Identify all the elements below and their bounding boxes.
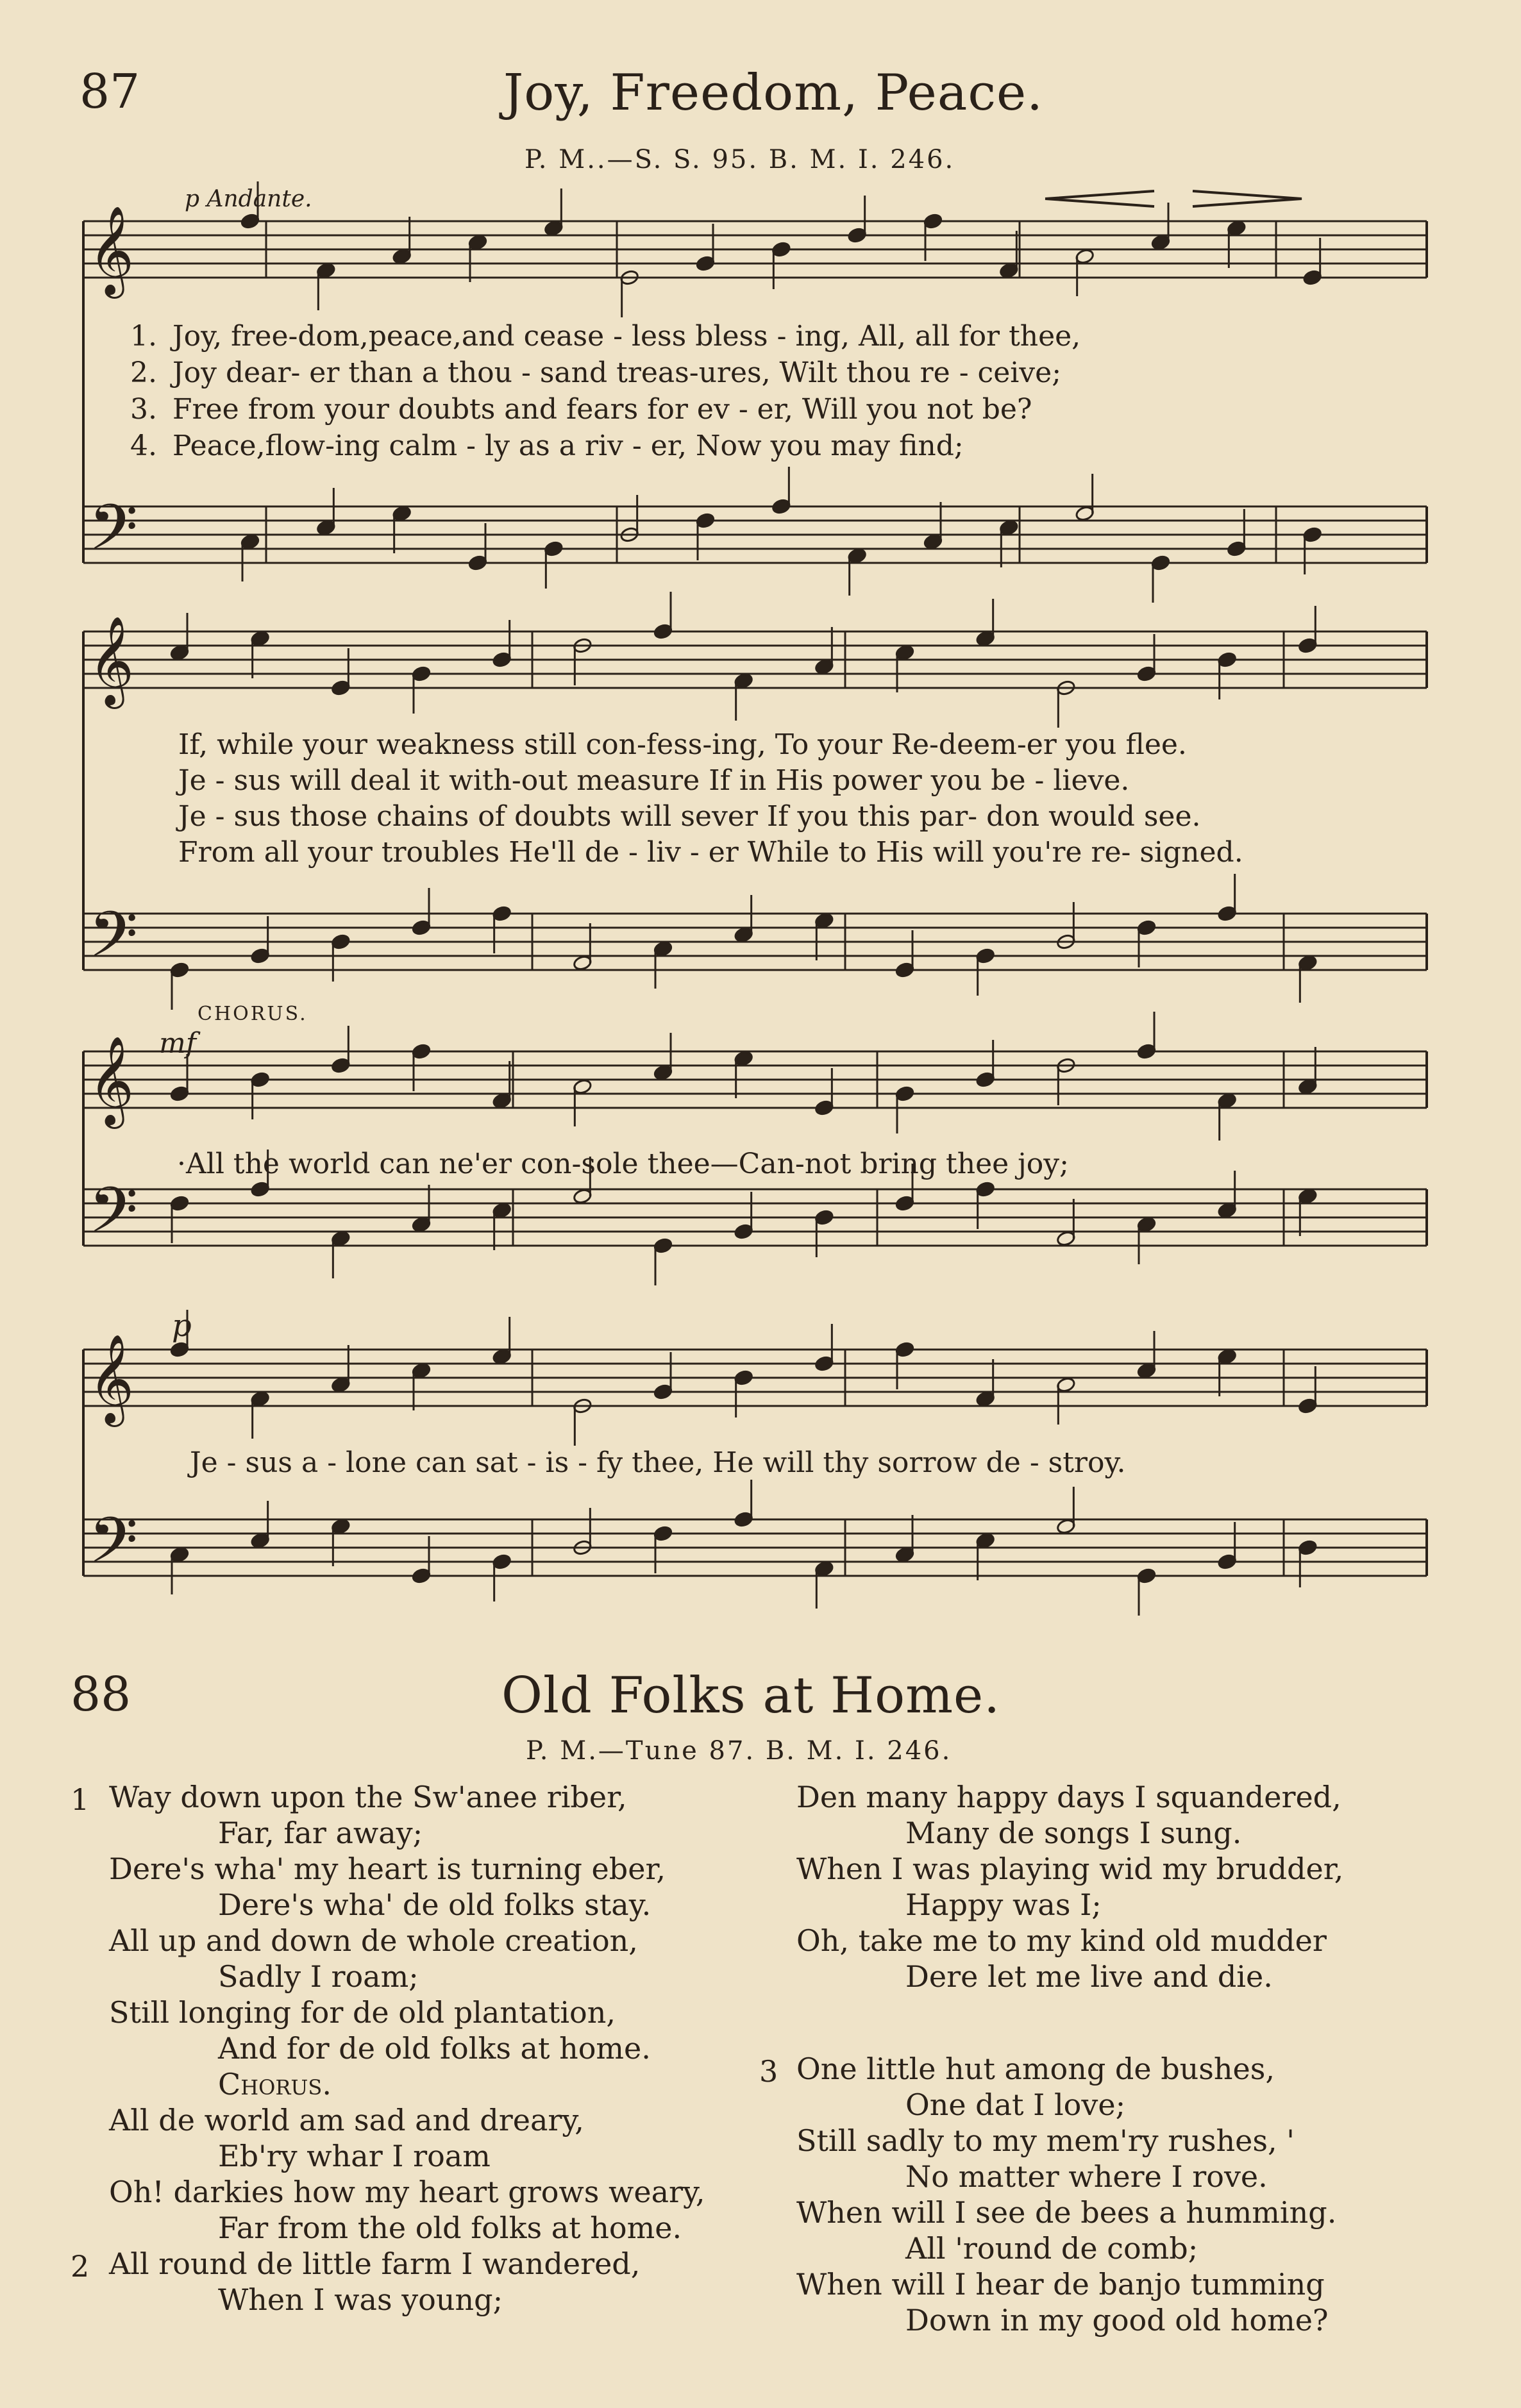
verse-line: Je - sus will deal it with-out measure If in His power you be - lieve.: [178, 764, 1130, 797]
stanza-number: 2: [71, 2249, 90, 2284]
verse-line: [112, 393, 1080, 432]
dynamic-mf: mf: [159, 1027, 197, 1060]
poem-line-text: Far from the old folks at home.: [218, 2211, 682, 2245]
system2-lyrics: [178, 728, 1243, 874]
clef-icon: 𝄢: [88, 1174, 139, 1263]
clef-icon: 𝄞: [88, 1334, 134, 1423]
poem-line-text: And for de old folks at home.: [218, 2031, 651, 2066]
hymn-meter: P. M..—S. S. 95. B. M. I. 246.: [525, 145, 955, 174]
poem-line-text: All 'round de comb;: [905, 2231, 1198, 2266]
poem-line-text: Many de songs I sung.: [905, 1816, 1242, 1850]
poem-line-text: Still longing for de old plantation,: [109, 1995, 616, 2030]
poem-line-text: One dat I love;: [905, 2087, 1126, 2122]
clef-icon: 𝄢: [88, 898, 139, 987]
chorus-lyric: ·All the world can ne'er con-sole thee—Can-not bring thee joy;: [177, 1148, 1069, 1180]
poem-line-text: When will I hear de banjo tumming: [796, 2267, 1325, 2302]
poem-line-text: Still sadly to my mem'ry rushes, ': [796, 2123, 1295, 2158]
poem-line-text: Dere's wha' de old folks stay.: [218, 1887, 651, 1922]
verse-text: Joy, free-dom,peace,and cease - less bless - ing, All, all for thee,: [172, 320, 1081, 353]
poem-line-text: Oh, take me to my kind old mudder: [796, 1923, 1327, 1958]
dynamic-p: p: [172, 1308, 192, 1344]
verse-number: 2.: [130, 356, 157, 389]
verse-number: 1.: [130, 320, 157, 353]
hymn-number: 88: [71, 1667, 131, 1722]
poem-line-text: Happy was I;: [905, 1887, 1102, 1922]
poem-line-text: All round de little farm I wandered,: [109, 2246, 641, 2281]
verse-text: Peace,flow-ing calm - ly as a riv - er, Now you may find;: [172, 430, 964, 462]
poem-line-text: When I was playing wid my brudder,: [796, 1852, 1344, 1886]
poem-line-text: All de world am sad and dreary,: [109, 2103, 584, 2137]
verse-text: Joy dear- er than a thou - sand treas-ures, Wilt thou re - ceive;: [172, 356, 1062, 389]
tempo-marking: p Andante.: [185, 186, 312, 212]
poem-line-text: One little hut among de bushes,: [796, 2052, 1275, 2086]
poem-line-text: No matter where I rove.: [905, 2159, 1268, 2194]
clef-icon: 𝄞: [88, 616, 134, 705]
poem-line-text: Eb'ry whar I roam: [218, 2139, 491, 2173]
poem-line-text: Far, far away;: [218, 1816, 423, 1850]
verse-number: 4.: [130, 430, 157, 462]
poem-line-text: Oh! darkies how my heart grows weary,: [109, 2175, 705, 2209]
chorus-label: CHORUS.: [197, 1003, 308, 1025]
chorus-heading: Chorus.: [218, 2067, 332, 2102]
clef-icon: 𝄞: [88, 1036, 134, 1125]
poem-line-text: Dere's wha' my heart is turning eber,: [109, 1852, 666, 1886]
system1-lyrics: [112, 322, 1080, 469]
poem-line-text: Way down upon the Sw'anee riber,: [109, 1780, 627, 1814]
verse-number: 3.: [130, 393, 157, 426]
hymn-number: 87: [80, 64, 140, 119]
poem-line-text: Den many happy days I squandered,: [796, 1780, 1341, 1814]
verse-line: From all your troubles He'll de - liv - er While to His will you're re- signed.: [178, 836, 1243, 869]
verse-line: [112, 356, 1080, 396]
hymn-meter: P. M.—Tune 87. B. M. I. 246.: [526, 1736, 952, 1766]
poem-line-text: Down in my good old home?: [905, 2303, 1329, 2337]
hymn-title: Joy, Freedom, Peace.: [503, 64, 1043, 122]
verse-line: Je - sus those chains of doubts will sever If you this par- don would see.: [178, 800, 1201, 833]
clef-icon: 𝄞: [88, 206, 134, 295]
verse-text: Free from your doubts and fears for ev - er, Will you not be?: [172, 393, 1032, 426]
poem-line-text: All up and down de whole creation,: [109, 1923, 638, 1958]
poem-line-text: Dere let me live and die.: [905, 1959, 1273, 1994]
hymn-title: Old Folks at Home.: [501, 1667, 1001, 1725]
verse-line: If, while your weakness still con-fess-ing, To your Re-deem-er you flee.: [178, 728, 1187, 761]
poem-line-text: Sadly I roam;: [218, 1959, 419, 1994]
stanza-number: 3: [759, 2054, 778, 2089]
verse-line: [112, 432, 1080, 469]
stanza-number: 1: [71, 1782, 90, 1817]
chorus-lyric: Je - sus a - lone can sat - is - fy thee, He will thy sorrow de - stroy.: [190, 1446, 1126, 1479]
clef-icon: 𝄢: [88, 1504, 139, 1593]
poem-line-text: When will I see de bees a humming.: [796, 2195, 1337, 2230]
poem-line-text: When I was young;: [218, 2282, 503, 2317]
clef-icon: 𝄢: [88, 491, 139, 580]
verse-line: [112, 322, 1080, 359]
